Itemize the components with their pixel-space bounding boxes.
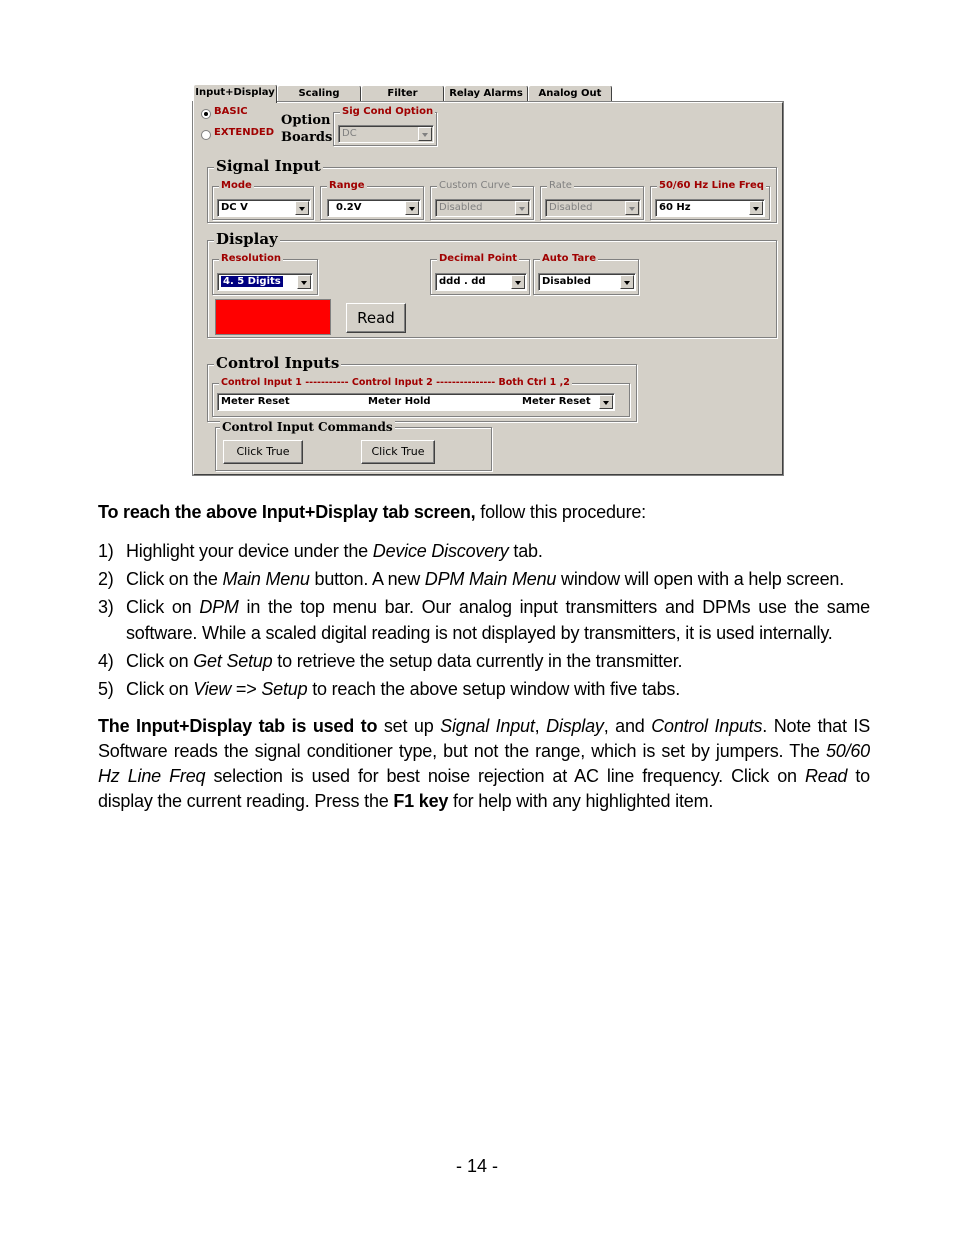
mode-label: Mode xyxy=(221,180,252,191)
sig-cond-option-label: Sig Cond Option xyxy=(342,106,434,117)
chevron-down-icon xyxy=(515,201,529,215)
custom-curve-select[interactable]: Disabled xyxy=(435,199,531,217)
decimal-point-select[interactable]: ddd . dd xyxy=(435,273,527,291)
display-group xyxy=(207,230,777,338)
range-select[interactable]: 0.2V xyxy=(327,199,421,217)
range-group xyxy=(320,180,424,220)
decimal-point-label: Decimal Point xyxy=(439,253,518,264)
click-true-button-2[interactable]: Click True xyxy=(361,440,435,464)
tab-relay-alarms[interactable]: Relay Alarms xyxy=(444,85,528,102)
intro-paragraph xyxy=(98,500,870,525)
basic-radio[interactable] xyxy=(201,109,211,119)
control-input-commands-group xyxy=(215,420,492,471)
step-number: 2) xyxy=(98,569,114,589)
description-paragraph: The Input+Display tab is used to set up Signal Input, Display, and Control Inputs. Note that IS Software reads the signal conditioner type, but not the range, which is set by jumpers. The 50/60 Hz Line Freq selection is used for best noise rejection at AC line frequency. Click on Read to display the current reading. Press the F1 key for help with any highlighted item. xyxy=(98,716,871,811)
extended-radio[interactable] xyxy=(201,130,211,140)
click-true-button-1[interactable]: Click True xyxy=(223,440,303,464)
read-button[interactable]: Read xyxy=(346,303,406,333)
step-1: 1) Highlight your device under the Device Discovery tab. xyxy=(98,538,870,564)
step-number: 5) xyxy=(98,679,114,699)
chevron-down-icon xyxy=(511,275,525,289)
tab-analog-out[interactable]: Analog Out xyxy=(528,85,612,102)
auto-tare-select[interactable]: Disabled xyxy=(538,273,636,291)
resolution-label: Resolution xyxy=(221,253,282,264)
chevron-down-icon xyxy=(599,395,613,409)
setup-window-screenshot xyxy=(193,84,783,475)
signal-input-group xyxy=(207,157,777,223)
auto-tare-group xyxy=(533,253,639,295)
range-label: Range xyxy=(329,180,365,191)
mode-group xyxy=(212,180,314,220)
resolution-group xyxy=(212,253,318,295)
basic-label: BASIC xyxy=(214,106,248,117)
step-number: 3) xyxy=(98,597,114,617)
chevron-down-icon xyxy=(405,201,419,215)
signal-input-title: Signal Input xyxy=(216,157,321,175)
custom-curve-label: Custom Curve xyxy=(439,180,510,191)
tab-filter[interactable]: Filter xyxy=(361,85,444,102)
control-inputs-header: Control Input 1 ----------- Control Input 2 --------------- Both Ctrl 1 ,2 xyxy=(221,377,570,388)
rate-group xyxy=(540,180,644,220)
line-freq-label: 50/60 Hz Line Freq xyxy=(659,180,764,191)
control-inputs-subgroup xyxy=(212,377,630,417)
intro-bold: To reach the above Input+Display tab screen, xyxy=(98,502,476,522)
intro-rest: follow this procedure: xyxy=(475,502,646,522)
resolution-select[interactable]: 4. 5 Digits xyxy=(217,273,313,291)
control-inputs-select[interactable]: Meter Reset Meter Hold Meter Reset xyxy=(217,393,615,411)
step-5: 5) Click on View => Setup to reach the above setup window with five tabs. xyxy=(98,676,870,702)
option-boards-line1: Option xyxy=(281,113,331,128)
decimal-point-group xyxy=(430,253,530,295)
tab-panel xyxy=(193,102,783,475)
step-number: 1) xyxy=(98,541,114,561)
auto-tare-label: Auto Tare xyxy=(542,253,596,264)
option-boards-line2: Boards xyxy=(281,130,333,145)
display-title: Display xyxy=(216,230,278,248)
chevron-down-icon xyxy=(295,201,309,215)
rate-label: Rate xyxy=(549,180,572,191)
chevron-down-icon xyxy=(620,275,634,289)
tab-bar xyxy=(193,84,783,103)
tab-input-display[interactable]: Input+Display xyxy=(193,84,277,103)
control-inputs-title: Control Inputs xyxy=(216,354,340,372)
chevron-down-icon xyxy=(625,201,639,215)
sig-cond-option-select[interactable]: DC xyxy=(338,125,434,143)
chevron-down-icon xyxy=(297,275,311,289)
control-inputs-group xyxy=(207,354,637,422)
step-number: 4) xyxy=(98,651,114,671)
step-3: 3) Click on DPM in the top menu bar. Our analog input transmitters and DPMs use the same software. While a scaled digital reading is not displayed by transmitters, it is used internally. xyxy=(98,594,870,646)
line-freq-select[interactable]: 60 Hz xyxy=(655,199,765,217)
page-number: - 14 - xyxy=(455,1156,498,1176)
step-2: 2) Click on the Main Menu button. A new DPM Main Menu window will open with a help screen. xyxy=(98,566,870,592)
mode-select[interactable]: DC V xyxy=(217,199,311,217)
reading-display xyxy=(215,299,331,335)
sig-cond-option-group xyxy=(333,106,437,146)
extended-label: EXTENDED xyxy=(214,127,274,138)
line-freq-group xyxy=(650,180,770,220)
chevron-down-icon xyxy=(418,127,432,141)
chevron-down-icon xyxy=(749,201,763,215)
control-input-commands-title: Control Input Commands xyxy=(222,420,393,434)
step-4: 4) Click on Get Setup to retrieve the setup data currently in the transmitter. xyxy=(98,648,870,674)
tab-scaling[interactable]: Scaling xyxy=(277,85,361,102)
custom-curve-group xyxy=(430,180,534,220)
rate-select[interactable]: Disabled xyxy=(545,199,641,217)
